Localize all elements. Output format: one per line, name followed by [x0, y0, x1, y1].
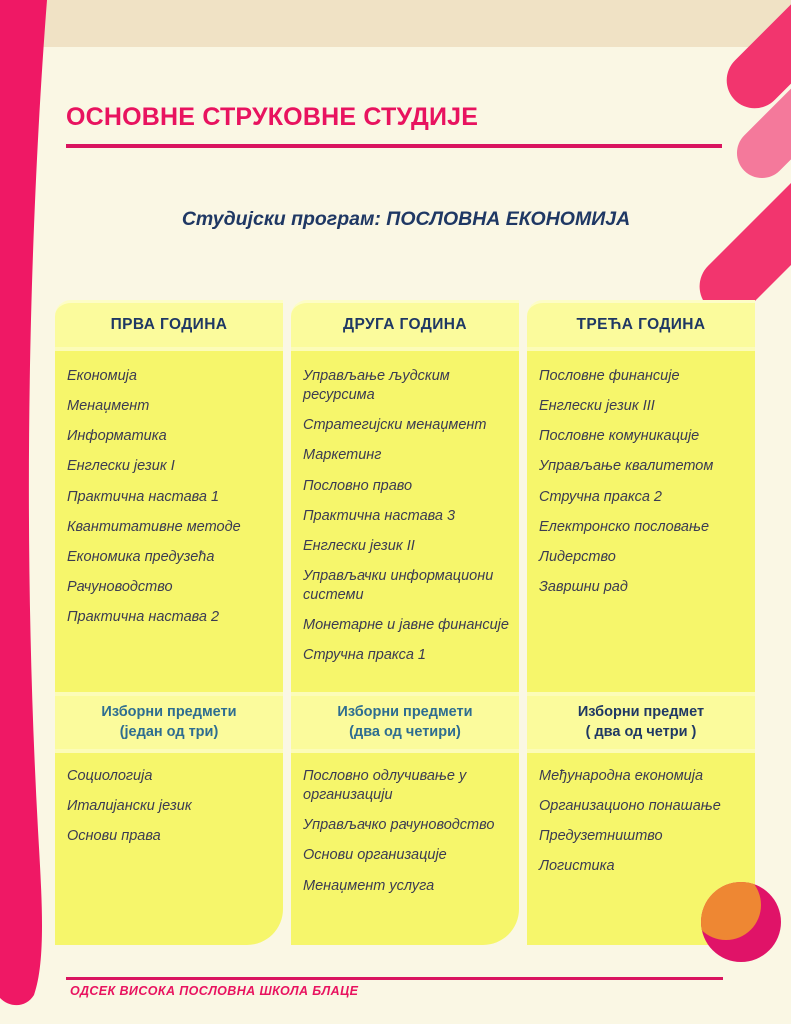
- year-header: ДРУГА ГОДИНА: [291, 300, 519, 347]
- elective-note: (два од четири): [349, 723, 461, 740]
- course-item: Практична настава 2: [67, 609, 220, 625]
- elective-item: Основи организације: [303, 847, 447, 864]
- course-item: Енглески језик III: [539, 398, 655, 415]
- year-header: ПРВА ГОДИНА: [55, 300, 283, 347]
- elective-title: Изборни предмет: [577, 703, 705, 720]
- top-strip: [0, 0, 791, 47]
- footer-text: ОДСЕК ВИСОКА ПОСЛОВНА ШКОЛА БЛАЦЕ: [70, 984, 359, 998]
- elective-item: Међународна економија: [539, 768, 704, 784]
- title-underline: [66, 144, 722, 148]
- course-item: Информатика: [67, 428, 167, 445]
- course-item: Практична настава 3: [303, 507, 456, 524]
- course-item: Пословно право: [303, 477, 413, 494]
- course-item: Квантитативне методе: [67, 518, 241, 535]
- year-columns: [55, 300, 755, 945]
- elective-item: Менаџмент услуга: [303, 877, 435, 894]
- elective-note: ( два од четри ): [585, 723, 697, 740]
- elective-item: Социологија: [67, 768, 153, 784]
- course-item: Стручна пракса 1: [303, 647, 426, 664]
- course-item: Завршни рад: [539, 578, 628, 595]
- course-item: Стратегијски менаџмент: [303, 417, 487, 434]
- elective-note: (један од три): [119, 723, 219, 740]
- course-item: Управљање квалитетом: [539, 458, 714, 475]
- course-list: [55, 351, 283, 692]
- column-third-year: [527, 300, 755, 945]
- elective-list: [55, 753, 283, 945]
- course-item: Енглески језик II: [303, 537, 415, 554]
- elective-item: Италијански језик: [67, 798, 192, 815]
- elective-title: Изборни предмети: [101, 703, 237, 720]
- elective-header: [55, 696, 283, 749]
- decoration-left-pink-band: [0, 0, 60, 1024]
- elective-item: Организационо понашање: [539, 798, 721, 815]
- study-program-subtitle: Студијски програм: ПОСЛОВНА ЕКОНОМИЈА: [181, 208, 631, 230]
- course-item: Лидерство: [539, 548, 616, 565]
- course-item: Економија: [67, 368, 137, 384]
- course-item: Практична настава 1: [67, 488, 220, 505]
- column-first-year: [55, 300, 283, 945]
- elective-header: [291, 696, 519, 749]
- course-item: Електронско пословање: [539, 518, 710, 535]
- elective-title: Изборни предмети: [337, 703, 473, 720]
- course-item: Рачуноводство: [67, 578, 173, 595]
- course-item: Економика предузећа: [67, 548, 215, 565]
- elective-list: [291, 753, 519, 945]
- decoration-circle: [701, 882, 781, 962]
- elective-item: Основи права: [67, 828, 161, 845]
- course-item: Стручна пракса 2: [539, 488, 662, 505]
- course-item: Енглески језик I: [67, 458, 175, 475]
- column-second-year: [291, 300, 519, 945]
- course-list: [527, 351, 755, 692]
- course-item: Пословне финансије: [539, 368, 680, 384]
- elective-header: [527, 696, 755, 749]
- course-item: Менаџмент: [67, 398, 150, 415]
- course-item: Маркетинг: [303, 447, 382, 464]
- decoration-circle-orange: [701, 882, 761, 940]
- footer-rule: [66, 977, 723, 980]
- elective-item: Логистика: [539, 858, 615, 875]
- course-item: Управљање људским ресурсима: [303, 368, 450, 404]
- course-list: [291, 351, 519, 692]
- page-title: ОСНОВНЕ СТРУКОВНЕ СТУДИЈЕ: [66, 103, 479, 131]
- year-header: ТРЕЋА ГОДИНА: [527, 300, 755, 347]
- elective-item: Пословно одлучивање у организацији: [303, 768, 467, 804]
- course-item: Пословне комуникације: [539, 428, 700, 445]
- course-item: Управљачки информациони системи: [303, 567, 494, 603]
- elective-item: Предузетништво: [539, 828, 663, 845]
- elective-item: Управљачко рачуноводство: [303, 817, 495, 834]
- course-item: Монетарне и јавне финансије: [303, 617, 509, 634]
